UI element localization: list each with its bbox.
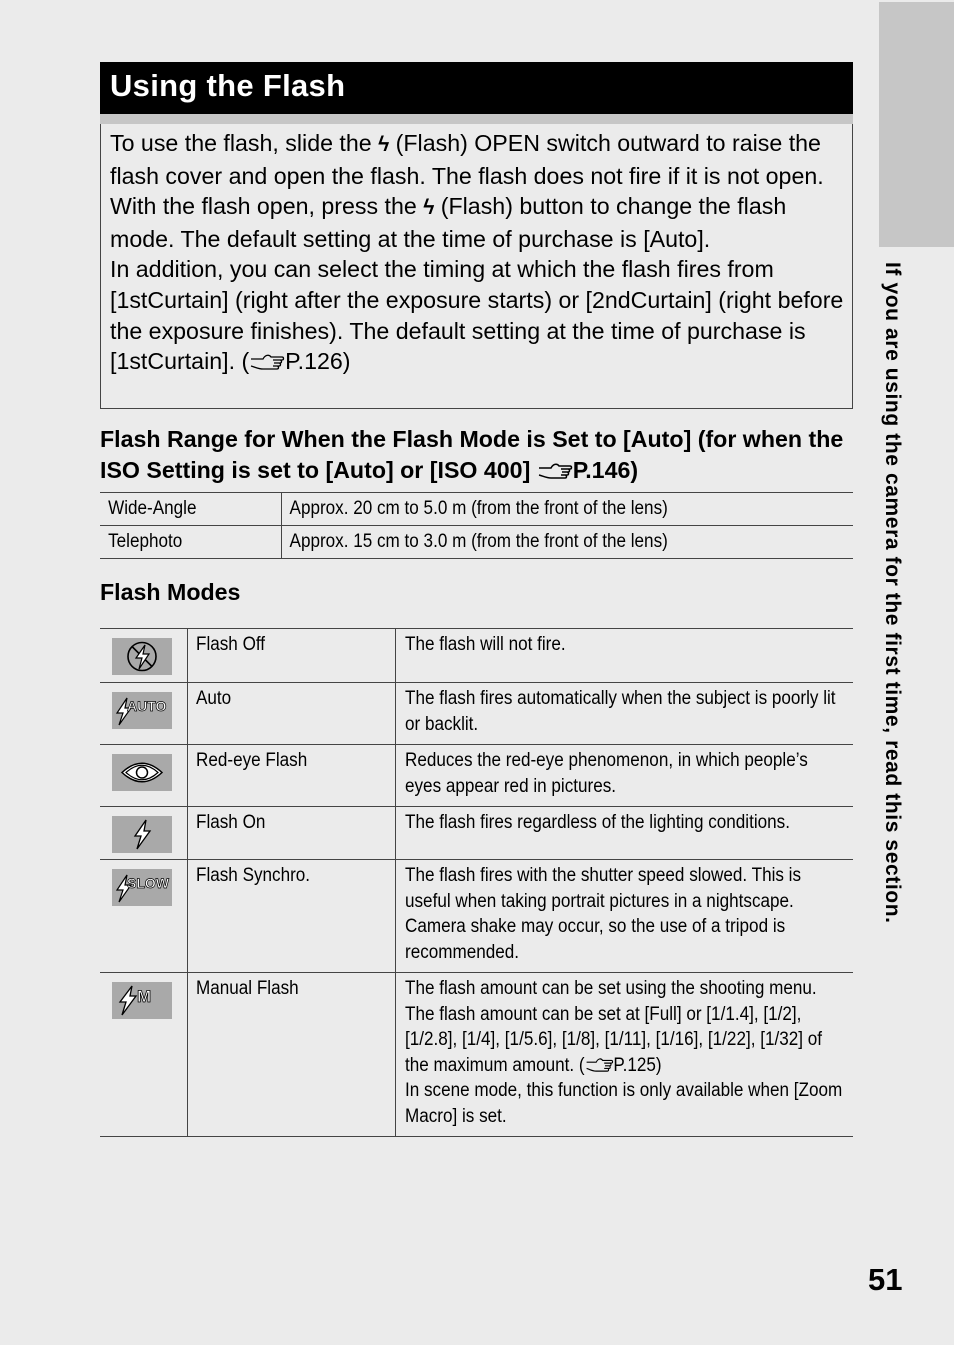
- flash-manual-icon: [112, 982, 172, 1019]
- mode-description: The flash fires automatically when the subject is poorly lit or backlit.: [404, 688, 836, 735]
- table-row: [100, 683, 853, 745]
- table-row: [100, 860, 853, 973]
- title-rule: [100, 114, 853, 124]
- mode-name-cell: [187, 860, 395, 973]
- reference-hand-icon: [249, 351, 285, 371]
- table-row: [100, 973, 853, 1137]
- mode-name-cell: [187, 973, 395, 1137]
- red-eye-icon: [112, 754, 172, 791]
- range-label: Wide-Angle: [100, 493, 263, 526]
- flash-modes-heading: Flash Modes: [100, 579, 241, 605]
- mode-name-cell: [187, 683, 395, 745]
- mode-name: Flash Off: [195, 634, 265, 655]
- intro-text: In addition, you can select the timing at which the flash fires from [1stCurtain] (right after the exposure starts) or [2ndCurtain] (right before the exposure finishes). The default setting at the time of purchase is [1stCurtain]. (: [110, 256, 844, 375]
- mode-desc-cell: [395, 807, 853, 860]
- mode-description: The flash fires with the shutter speed slowed. This is useful when taking portrait pictures in a nightscape. Camera shake may occur, so the use of a tripod is recommended.: [404, 865, 801, 963]
- reference-hand-icon: [537, 460, 573, 480]
- mode-description: Reduces the red-eye phenomenon, in which people’s eyes appear red in pictures.: [404, 750, 808, 797]
- range-value: Approx. 15 cm to 3.0 m (from the front of the lens): [281, 526, 796, 559]
- desc-text: In scene mode, this function is only available when [Zoom Macro] is set.: [404, 1080, 842, 1127]
- mode-name-cell: [187, 745, 395, 807]
- intro-paragraph-2: [110, 191, 844, 254]
- mode-description: The flash will not fire.: [404, 634, 566, 655]
- page-title: Using the Flash: [110, 68, 346, 103]
- mode-desc-cell: [395, 745, 853, 807]
- icon-label: M: [137, 987, 152, 1006]
- mode-name-cell: [187, 629, 395, 683]
- mode-name: Auto: [195, 688, 231, 709]
- desc-text: The flash amount can be set using the shooting menu. The flash amount can be set at [Full] or [1/1.4], [1/2], [1/2.8], [1/4], [1/5.6], [1/8], [1/11], [1/16], [1/22], [1/32] of the maximum amount. (: [404, 978, 822, 1076]
- intro-paragraph-1: [110, 128, 844, 191]
- intro-text: With the flash open, press the: [110, 193, 424, 220]
- page-reference: P.125): [612, 1054, 662, 1076]
- flash-on-icon: [112, 816, 172, 853]
- flash-auto-icon: [112, 692, 172, 729]
- table-row: [100, 493, 853, 526]
- intro-text: To use the flash, slide the: [110, 130, 379, 156]
- table-row: [100, 745, 853, 807]
- reference-hand-icon: [584, 1055, 613, 1073]
- intro-text: (Flash) button to change the flash mode. The default setting at the time of purchase is [Auto].: [110, 193, 787, 252]
- flash-range-table: [100, 492, 853, 559]
- page-reference: P.146): [572, 456, 639, 483]
- page-number: 51: [868, 1262, 903, 1297]
- range-label: Telephoto: [100, 526, 263, 559]
- mode-desc-cell: [395, 973, 853, 1137]
- mode-description: The flash fires regardless of the lighting conditions.: [404, 812, 790, 833]
- intro-paragraph-3: [110, 254, 844, 376]
- icon-label: SLOW: [127, 875, 169, 891]
- flash-off-icon: [112, 638, 172, 675]
- mode-desc-cell: [395, 860, 853, 973]
- mode-desc-cell: [395, 683, 853, 745]
- mode-description: [405, 976, 845, 1129]
- heading-text: Flash Range for When the Flash Mode is Set to [Auto] (for when the ISO Setting is set to [Auto] or [ISO 400]: [100, 426, 844, 483]
- intro-text: (Flash) OPEN switch outward to raise the flash cover and open the flash. The flash does not fire if it is not open.: [110, 130, 824, 189]
- mode-icon-cell: [100, 629, 187, 683]
- side-tab: [879, 2, 954, 247]
- flash-modes-table: [100, 628, 853, 1137]
- side-tab-text: If you are using the camera for the first time, read this section.: [881, 262, 904, 924]
- mode-icon-cell: [100, 745, 187, 807]
- flash-range-heading: [100, 424, 860, 485]
- mode-name: Red-eye Flash: [195, 750, 307, 771]
- table-row: [100, 807, 853, 860]
- mode-name-cell: [187, 807, 395, 860]
- intro-box: [100, 124, 853, 409]
- mode-desc-cell: [395, 629, 853, 683]
- mode-icon-cell: [100, 860, 187, 973]
- title-bar: [100, 62, 853, 114]
- table-row: [100, 526, 853, 559]
- mode-name: Manual Flash: [195, 978, 299, 999]
- range-value: Approx. 20 cm to 5.0 m (from the front of the lens): [281, 493, 796, 526]
- icon-label: AUTO: [127, 698, 167, 714]
- table-row: [100, 629, 853, 683]
- flash-slow-icon: [112, 869, 172, 906]
- page-reference: P.126): [285, 348, 351, 375]
- mode-name: Flash Synchro.: [195, 865, 310, 886]
- mode-icon-cell: [100, 973, 187, 1137]
- mode-name: Flash On: [195, 812, 265, 833]
- flash-symbol-icon: ϟ: [423, 196, 435, 220]
- flash-symbol-icon: ϟ: [378, 133, 390, 156]
- mode-icon-cell: [100, 807, 187, 860]
- mode-icon-cell: [100, 683, 187, 745]
